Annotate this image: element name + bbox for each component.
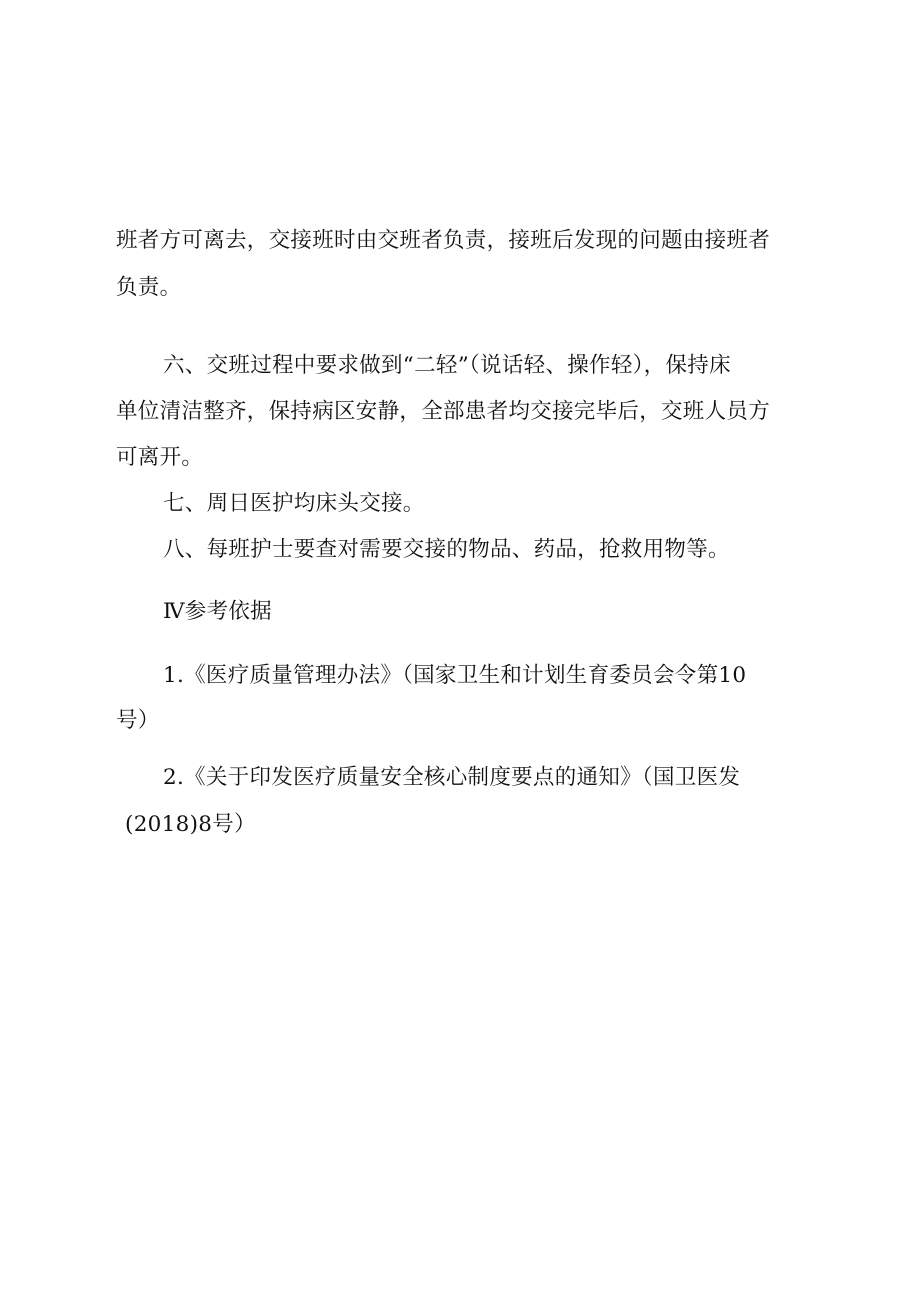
item-7: 七、周日医护均床头交接。: [163, 491, 425, 516]
item-6-line-2: 单位清洁整齐，保持病区安静，全部患者均交接完毕后，交班人员方: [116, 399, 771, 424]
item-8: 八、每班护士要查对需要交接的物品、药品，抢救用物等。: [163, 537, 730, 562]
reference-1-line-1: 1.《医疗质量管理办法》（国家卫生和计划生育委员会令第10: [163, 663, 747, 688]
section-heading: Ⅳ参考依据: [163, 599, 272, 624]
reference-2-line-2: (2018)8号）: [125, 812, 256, 837]
continuation-line-1: 班者方可离去，交接班时由交班者负责，接班后发现的问题由接班者: [116, 228, 771, 253]
item-6-line-1: 六、交班过程中要求做到“二轻”（说话轻、操作轻），保持床: [163, 353, 731, 378]
item-6-line-3: 可离开。: [116, 445, 204, 470]
continuation-line-2: 负责。: [116, 275, 182, 300]
reference-1-line-2: 号）: [116, 708, 160, 733]
reference-2-line-1: 2.《关于印发医疗质量安全核心制度要点的通知》（国卫医发: [163, 765, 741, 790]
